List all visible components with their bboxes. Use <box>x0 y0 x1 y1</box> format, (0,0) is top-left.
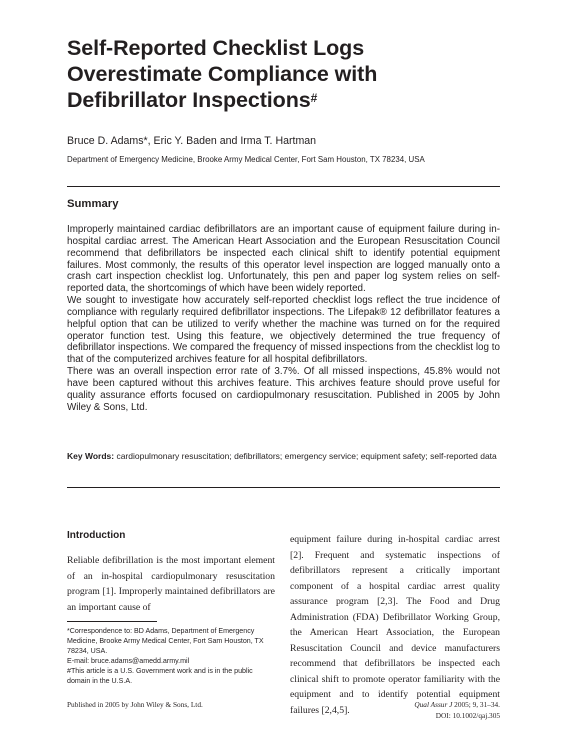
introduction-left-column: Reliable defibrillation is the most important element of an in-hospital cardiopulmonary resuscitation program [1]. Improperly maintained defibrillators are an important cause of <box>67 555 275 613</box>
summary-bottom-rule <box>67 487 500 488</box>
footer-citation-block <box>330 700 500 721</box>
title-footnote-mark: # <box>310 91 318 105</box>
footnotes <box>67 626 275 686</box>
article-title <box>67 35 487 113</box>
summary-heading: Summary <box>67 198 119 210</box>
journal-name: Qual Assur J <box>414 700 453 709</box>
public-domain-footnote: #This article is a U.S. Government work and is in the public domain in the U.S.A. <box>67 667 253 685</box>
footer-citation <box>330 700 500 711</box>
article-title-text: Self-Reported Checklist Logs Overestimate Compliance with Defibrillator Inspections <box>67 36 378 112</box>
footnote-rule <box>67 621 157 622</box>
keywords <box>67 450 500 463</box>
journal-volume-pages: 2005; 9, 31–34. <box>452 700 500 709</box>
summary-top-rule <box>67 186 500 187</box>
author-affiliation: Department of Emergency Medicine, Brooke Army Medical Center, Fort Sam Houston, TX 78234, USA <box>67 155 425 164</box>
footer-doi: DOI: 10.1002/qaj.305 <box>435 710 500 720</box>
correspondence-email: E-mail: bruce.adams@amedd.army.mil <box>67 657 190 665</box>
summary-paragraph: We sought to investigate how accurately self-reported checklist logs reflect the true incidence of compliance with regularly required defibrillator inspections. The Lifepak® 12 defibrillator features a helpful option that can be utilized to verify whether the machine was turned on for the required operator function test. Using this feature, we objectively determined the true frequency of defibrillator inspections. We compared the frequency of missed inspections from the checklist log to that of the computerized archives feature for all hospital defibrillators. <box>67 295 500 366</box>
summary-paragraph: Improperly maintained cardiac defibrillators are an important cause of equipment failure during in-hospital cardiac arrest. The American Heart Association and the European Resuscitation Council recommend that defibrillators be inspected each clinical shift to identify potential equipment failures. Most commonly, the results of this operator level inspection are logged manually onto a crash cart inspection checklist log. Unfortunately, this pen and paper log system relies on self-reported data, the shortcomings of which have been widely reported. <box>67 224 500 295</box>
keywords-label: Key Words: <box>67 451 115 461</box>
author-list: Bruce D. Adams*, Eric Y. Baden and Irma T. Hartman <box>67 135 317 147</box>
introduction-right-column: equipment failure during in-hospital cardiac arrest [2]. Frequent and systematic inspections of defibrillators represent a critically important component of a hospital cardiac arrest quality assurance program [2,3]. The Food and Drug Administration (FDA) Defibrillator Working Group, the American Heart Association, the European Resuscitation Council and device manufacturers recommend that defibrillators be inspected each clinical shift to promote operator familiarity with the equipment and to identify potential equipment failures [2,4,5]. <box>290 534 500 716</box>
summary-body <box>67 224 500 414</box>
introduction-heading: Introduction <box>67 530 126 541</box>
footer-publisher: Published in 2005 by John Wiley & Sons, Ltd. <box>67 700 203 709</box>
keywords-text: cardiopulmonary resuscitation; defibrillators; emergency service; equipment safety; self-reported data <box>116 451 497 461</box>
summary-paragraph: There was an overall inspection error rate of 3.7%. Of all missed inspections, 45.8% would not have been captured without this archives feature. This archives feature should prove useful for quality assurance efforts focused on cardiopulmonary resuscitation. Published in 2005 by John Wiley & Sons, Ltd. <box>67 366 500 413</box>
correspondence-footnote: *Correspondence to: BD Adams, Department of Emergency Medicine, Brooke Army Medical Center, Fort Sam Houston, TX 78234, USA. <box>67 627 264 655</box>
